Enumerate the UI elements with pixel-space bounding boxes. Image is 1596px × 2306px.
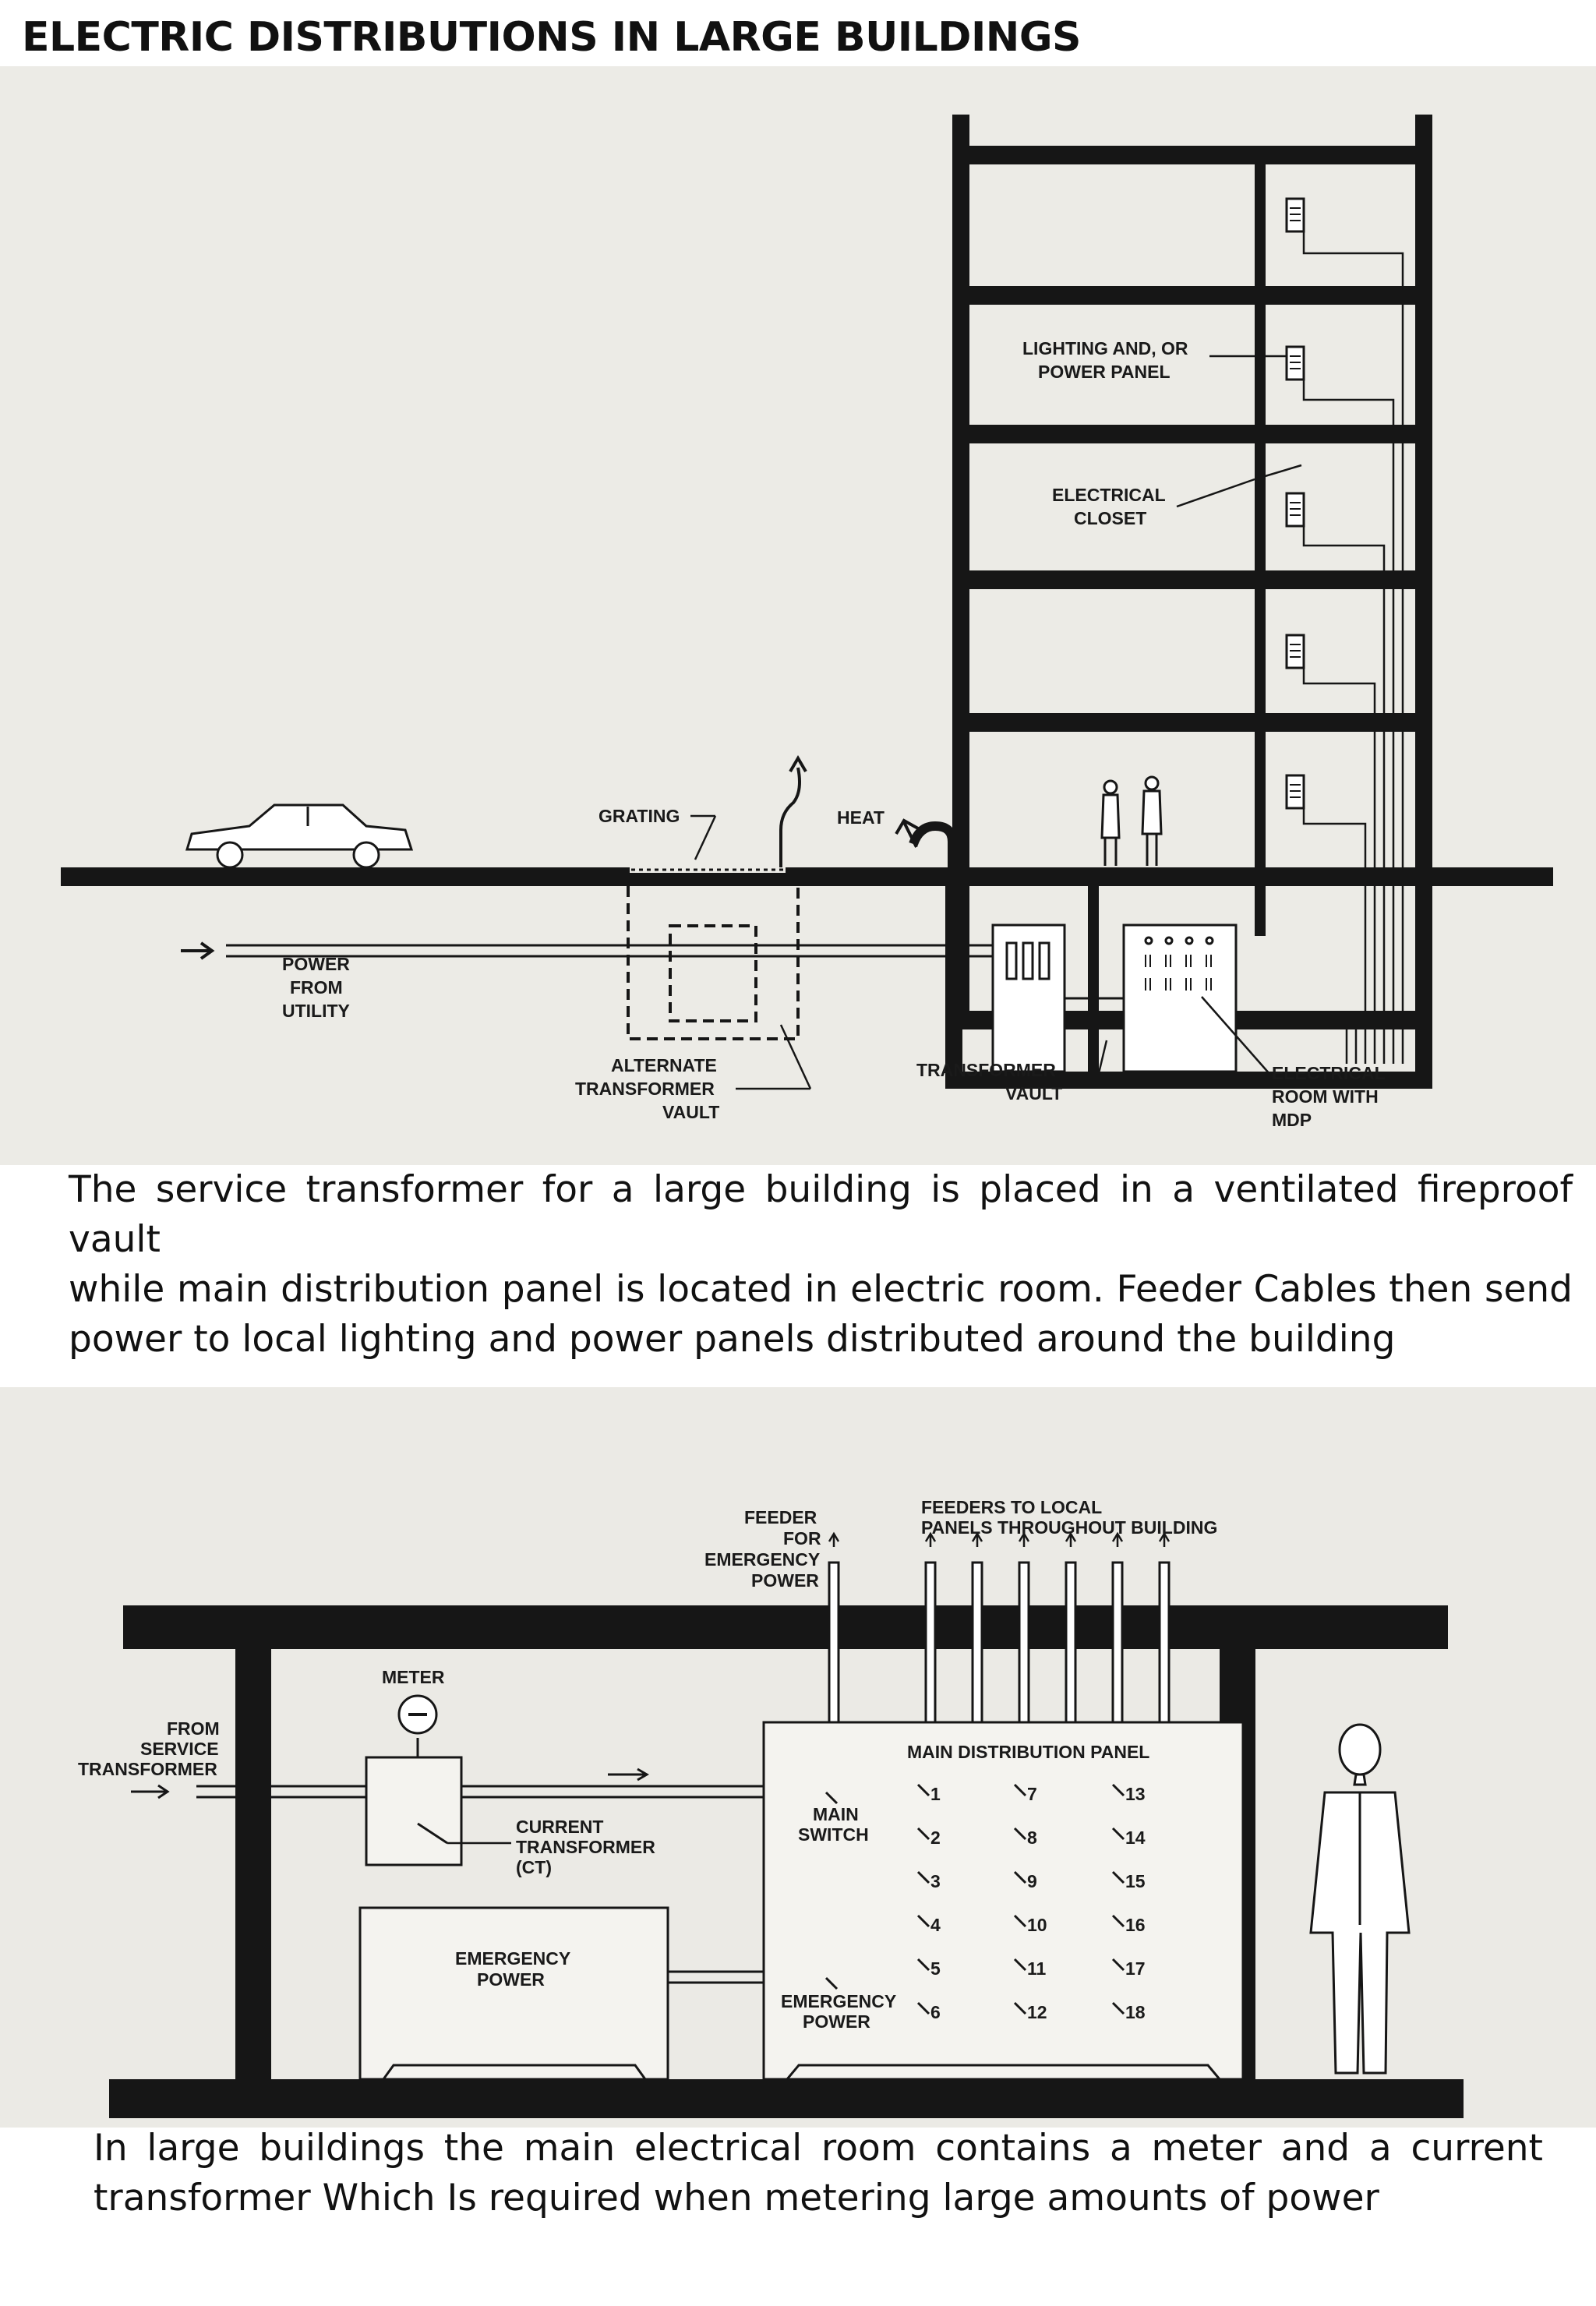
label-lighting-panel-1: LIGHTING AND, OR [1022,338,1188,358]
grating [630,867,786,873]
label-alternate-vault-2: TRANSFORMER [575,1079,715,1099]
electrical-room-diagram [0,1387,1596,2128]
label-mdp: MAIN DISTRIBUTION PANEL [907,1742,1150,1762]
breaker-label: 7 [1027,1784,1037,1804]
label-from-service-3: TRANSFORMER [78,1759,217,1779]
main-distribution-panel [1124,925,1236,1072]
label-power-from-utility-2: FROM [290,977,343,998]
label-current-transformer-1: CURRENT [516,1817,604,1837]
caption-line: while main distribution panel is located in electric room. Feeder Cables then send [69,1268,1573,1311]
label-from-service-1: FROM [167,1718,220,1739]
label-heat: HEAT [837,807,885,828]
caption-line: transformer Which Is required when metering large amounts of power [94,2177,1379,2219]
breaker-label: 17 [1125,1958,1146,1979]
label-from-service-2: SERVICE [140,1739,219,1759]
label-feeder-emergency-2: FOR [783,1528,821,1549]
transformer [993,925,1065,1072]
page-title: ELECTRIC DISTRIBUTIONS IN LARGE BUILDINGS [22,14,1081,61]
breaker-label: 1 [930,1784,941,1804]
breaker-label: 6 [930,2002,941,2022]
caption-line: power to local lighting and power panels distributed around the building [69,1318,1396,1361]
label-feeder-emergency-4: POWER [751,1570,819,1591]
label-lighting-panel-2: POWER PANEL [1038,362,1171,382]
caption-transformer-vault [69,1165,1573,1365]
breaker-label: 14 [1125,1827,1146,1848]
label-grating: GRATING [598,806,680,826]
label-power-from-utility-1: POWER [282,954,350,974]
label-power-from-utility-3: UTILITY [282,1001,350,1021]
label-main-switch-1: MAIN [813,1804,859,1824]
label-meter: METER [382,1667,445,1687]
label-feeders-local-1: FEEDERS TO LOCAL [921,1497,1103,1517]
label-emergency-switch-2: POWER [803,2011,870,2032]
label-electrical-room-3: MDP [1272,1110,1312,1130]
breaker-label: 5 [930,1958,941,1979]
street-slab [61,867,1553,886]
label-transformer-vault-2: VAULT [1005,1083,1063,1104]
label-alternate-vault-1: ALTERNATE [611,1055,717,1075]
breaker-label: 16 [1125,1915,1146,1935]
label-feeder-emergency-3: EMERGENCY [704,1549,821,1570]
label-emergency-switch-1: EMERGENCY [781,1991,897,2011]
label-electrical-room-2: ROOM WITH [1272,1086,1379,1107]
breaker-label: 2 [930,1827,941,1848]
emergency-generator [360,1908,668,2079]
breaker-label: 15 [1125,1871,1146,1891]
label-current-transformer-3: (CT) [516,1857,552,1877]
label-transformer-vault-1: TRANSFORMER [916,1060,1056,1080]
caption-line: The service transformer for a large building is placed in a ventilated fireproof vault [69,1168,1573,1261]
breaker-label: 11 [1027,1958,1047,1979]
building-distribution-diagram [0,66,1596,1165]
meter-box [366,1757,461,1865]
breaker-label: 8 [1027,1827,1037,1848]
breaker-label: 3 [930,1871,941,1891]
breaker-label: 13 [1125,1784,1146,1804]
label-current-transformer-2: TRANSFORMER [516,1837,655,1857]
caption-line: In large buildings the main electrical room contains a meter and a current [94,2127,1543,2170]
label-alternate-vault-3: VAULT [662,1102,720,1122]
label-electrical-room-1: ELECTRICAL [1272,1063,1386,1083]
breaker-label: 4 [930,1915,941,1935]
label-electrical-closet-2: CLOSET [1074,508,1147,528]
breaker-label: 12 [1027,2002,1047,2022]
label-feeders-local-2: PANELS THROUGHOUT BUILDING [921,1517,1218,1538]
breaker-label: 10 [1027,1915,1047,1935]
label-emergency-power-2: POWER [477,1969,545,1990]
label-electrical-closet-1: ELECTRICAL [1052,485,1166,505]
label-main-switch-2: SWITCH [798,1824,869,1845]
label-feeder-emergency-1: FEEDER [744,1507,817,1527]
breaker-label: 9 [1027,1871,1037,1891]
breaker-label: 18 [1125,2002,1146,2022]
label-emergency-power-1: EMERGENCY [455,1948,571,1969]
caption-electrical-room [94,2124,1543,2223]
